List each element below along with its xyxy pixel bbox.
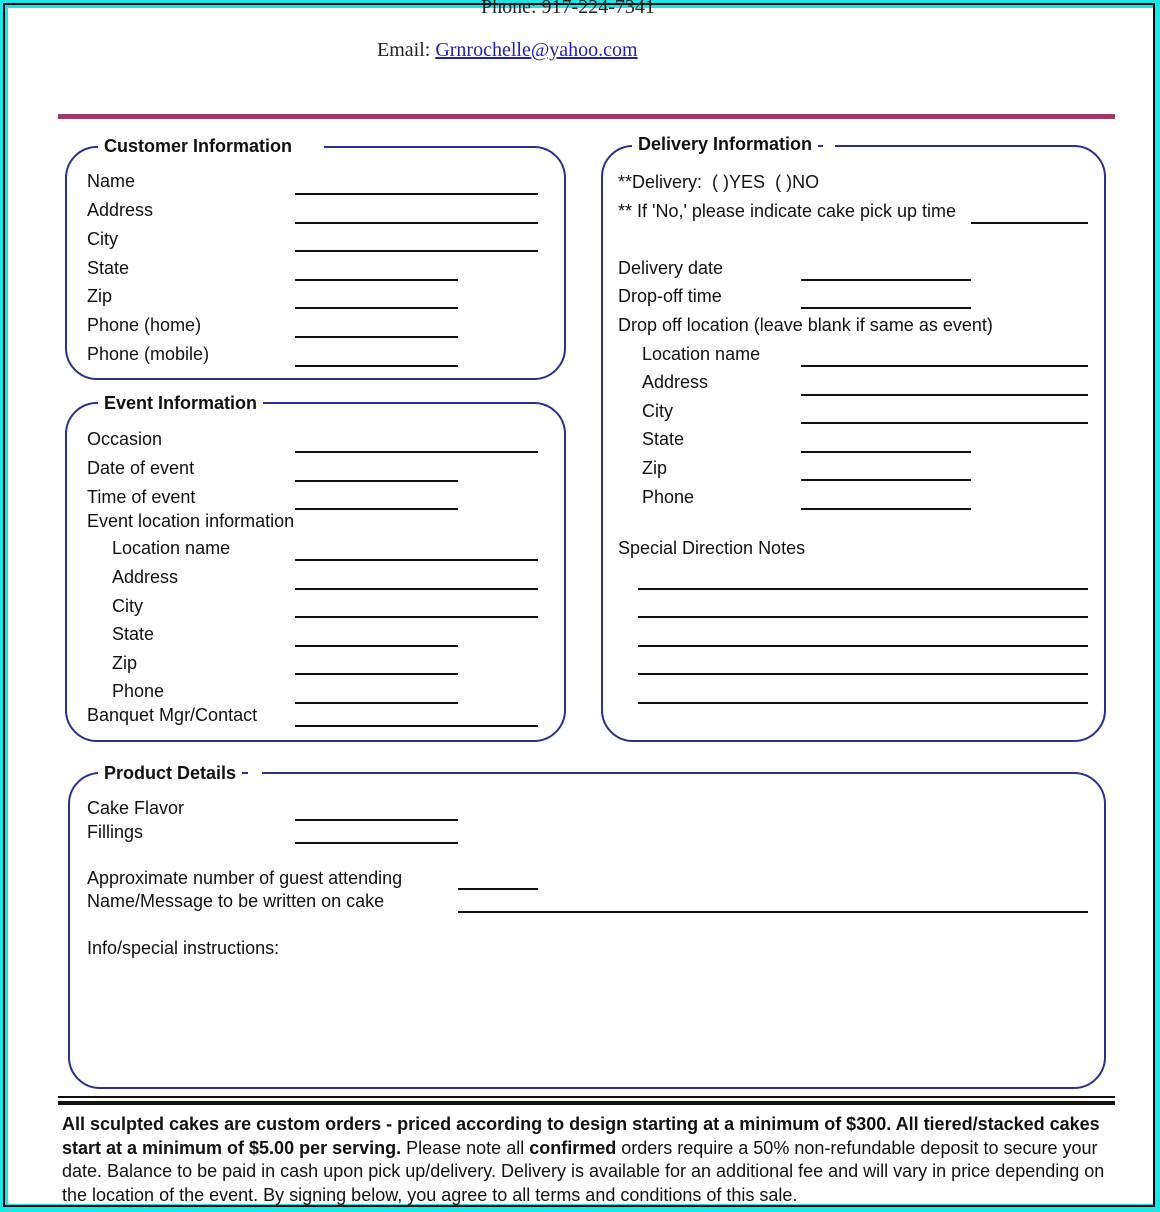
fillings-label: Fillings	[87, 822, 144, 842]
event-state-label: State	[112, 624, 155, 644]
email-label: Email:	[377, 39, 436, 61]
customer-zip-label: Zip	[87, 286, 113, 306]
header-email	[377, 39, 638, 62]
delivery-phone-field[interactable]	[801, 508, 971, 510]
delivery-date-label: Delivery date	[618, 258, 724, 278]
delivery-location-name-label: Location name	[642, 344, 761, 364]
title-gap	[298, 143, 324, 149]
customer-phone-home-field[interactable]	[295, 336, 458, 338]
header-phone: Phone: 917-224-7341	[481, 0, 655, 18]
title-gap	[823, 141, 835, 147]
customer-phone-home-label: Phone (home)	[87, 315, 202, 335]
delivery-prefix: **Delivery:	[618, 172, 703, 192]
delivery-phone-label: Phone	[642, 487, 695, 507]
customer-city-label: City	[87, 229, 118, 249]
event-location-name-field[interactable]	[295, 559, 538, 561]
special-notes-line[interactable]	[638, 702, 1088, 704]
delivery-address-field[interactable]	[801, 394, 1088, 396]
event-occasion-label: Occasion	[87, 429, 163, 449]
event-occasion-field[interactable]	[295, 451, 538, 453]
event-city-field[interactable]	[295, 616, 538, 618]
event-location-name-label: Location name	[112, 538, 231, 558]
event-time-label: Time of event	[87, 487, 196, 507]
event-info-title: Event Information	[98, 393, 263, 414]
delivery-city-field[interactable]	[801, 422, 1088, 424]
event-address-label: Address	[112, 567, 179, 587]
customer-state-field[interactable]	[295, 279, 458, 281]
delivery-no-option[interactable]: ( )NO	[775, 172, 820, 192]
event-city-label: City	[112, 596, 143, 616]
event-banquet-field[interactable]	[295, 725, 538, 727]
delivery-info-title: Delivery Information	[632, 134, 818, 155]
event-phone-field[interactable]	[295, 702, 458, 704]
terms-text-1: Please note all	[401, 1137, 530, 1158]
special-instructions-area[interactable]	[87, 963, 1087, 1073]
header-divider	[58, 114, 1115, 119]
terms-divider-thin	[58, 1096, 1115, 1098]
event-date-label: Date of event	[87, 458, 195, 478]
terms-text-2: orders require a 50% non-refundable deposit to secure your date. Balance to be paid in cash upon pick up/delivery. Delivery is available for an additional fee and will vary in price depending on the location of the event. By signing below, you agree to all terms and conditions of this sale.	[62, 1137, 1105, 1205]
terms-bold-2: confirmed	[529, 1137, 617, 1158]
cake-message-field[interactable]	[458, 911, 1088, 913]
special-instructions-label: Info/special instructions:	[87, 938, 280, 958]
customer-state-label: State	[87, 258, 130, 278]
customer-address-field[interactable]	[295, 222, 538, 224]
email-link[interactable]: Grnrochelle@yahoo.com	[435, 39, 638, 61]
customer-phone-mobile-label: Phone (mobile)	[87, 344, 210, 364]
delivery-address-label: Address	[642, 372, 709, 392]
event-banquet-label: Banquet Mgr/Contact	[87, 705, 258, 725]
terms-divider-thick	[58, 1101, 1115, 1105]
event-time-field[interactable]	[295, 508, 458, 510]
customer-name-label: Name	[87, 171, 136, 191]
event-state-field[interactable]	[295, 645, 458, 647]
dropoff-time-field[interactable]	[801, 307, 971, 309]
dropoff-location-label: Drop off location (leave blank if same as event)	[618, 315, 993, 335]
cake-flavor-label: Cake Flavor	[87, 798, 185, 818]
special-notes-line[interactable]	[638, 673, 1088, 675]
terms-paragraph	[62, 1113, 1112, 1207]
delivery-date-field[interactable]	[801, 279, 971, 281]
delivery-state-label: State	[642, 429, 685, 449]
special-notes-line[interactable]	[638, 645, 1088, 647]
pickup-time-label: ** If 'No,' please indicate cake pick up time	[618, 201, 957, 221]
event-phone-label: Phone	[112, 681, 165, 701]
guest-count-label: Approximate number of guest attending	[87, 868, 403, 888]
fillings-field[interactable]	[295, 842, 458, 844]
special-notes-line[interactable]	[638, 616, 1088, 618]
customer-phone-mobile-field[interactable]	[295, 365, 458, 367]
customer-info-title: Customer Information	[98, 136, 298, 157]
customer-zip-field[interactable]	[295, 307, 458, 309]
delivery-zip-label: Zip	[642, 458, 668, 478]
cake-message-label: Name/Message to be written on cake	[87, 891, 385, 911]
customer-address-label: Address	[87, 200, 154, 220]
dropoff-time-label: Drop-off time	[618, 286, 722, 306]
pickup-time-field[interactable]	[971, 222, 1088, 224]
guest-count-field[interactable]	[458, 888, 538, 890]
event-zip-field[interactable]	[295, 673, 458, 675]
customer-name-field[interactable]	[295, 193, 538, 195]
delivery-location-name-field[interactable]	[801, 365, 1088, 367]
event-date-field[interactable]	[295, 480, 458, 482]
delivery-zip-field[interactable]	[801, 479, 971, 481]
special-notes-label: Special Direction Notes	[618, 538, 806, 558]
title-gap	[248, 770, 262, 776]
order-form-page	[8, 0, 1153, 1205]
terms-bold-1: All sculpted cakes are custom orders - priced according to design starting at a minimum of $300. All tiered/stacked cakes start at a minimum of $5.00 per serving.	[62, 1114, 1100, 1158]
delivery-yes-option[interactable]: ( )YES	[712, 172, 766, 192]
customer-city-field[interactable]	[295, 250, 538, 252]
event-zip-label: Zip	[112, 653, 138, 673]
event-address-field[interactable]	[295, 588, 538, 590]
event-location-heading: Event location information	[87, 511, 295, 531]
delivery-state-field[interactable]	[801, 451, 971, 453]
cake-flavor-field[interactable]	[295, 819, 458, 821]
delivery-city-label: City	[642, 401, 673, 421]
special-notes-line[interactable]	[638, 588, 1088, 590]
delivery-choice-row	[618, 172, 819, 193]
product-details-title: Product Details	[98, 763, 242, 784]
